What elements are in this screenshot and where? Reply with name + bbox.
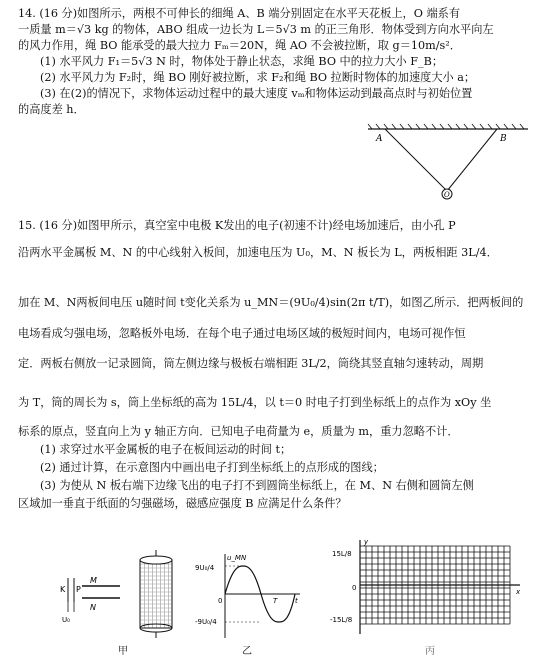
label-m: M [90, 576, 97, 585]
q14-item2: (2) 水平风力为 F₂时，绳 BO 刚好被拉断，求 F₂和绳 BO 拉断时物体的加速度大小 a； [40, 71, 476, 84]
label-origin: 0 [218, 597, 223, 605]
q15-item1: (1) 求穿过水平金属板的电子在板间运动的时间 t； [40, 443, 292, 456]
fig-bing-grid [330, 538, 540, 650]
label-15l8-bot: -15L/8 [330, 616, 353, 624]
q15-line1: 15. (16 分)如图甲所示，真空室中电极 K发出的电子(初速不计)经电场加速后，由小孔 P [18, 219, 456, 232]
q14-line3: 的风力作用，绳 BO 能承受的最大拉力 Fₘ＝20N，绳 AO 不会被拉断，取 g＝10m/s²． [18, 39, 461, 52]
q15-line3: 加在 M、N两板间电压 u随时间 t变化关系为 u_MN＝(9U₀/4)sin(2π t/T)，如图乙所示．把两板间的 [18, 296, 524, 309]
fig-yi-graph [195, 550, 305, 645]
q14-item3b: 的高度差 h． [18, 103, 85, 116]
label-9u0-top: 9U₀/4 [195, 564, 215, 572]
label-y: y [364, 538, 369, 546]
q14-item3a: (3) 在(2)的情况下，求物体运动过程中的最大速度 vₘ和物体运动到最高点时与初始位置 [40, 87, 473, 100]
label-T: T [273, 597, 278, 605]
caption-yi: 乙 [242, 646, 252, 657]
label-n: N [90, 603, 96, 612]
label-a: A [376, 134, 383, 144]
q15-item3a: (3) 为使从 N 板右端下边缘飞出的电子打不到圆筒坐标纸上，在 M、N 右侧和圆筒左侧 [40, 479, 474, 492]
q15-line5: 定．两板右侧放一记录圆筒，筒左侧边缘与极板右端相距 3L/2，筒绕其竖直轴匀速转动，周期 [18, 357, 484, 370]
q15-line6: 为 T，筒的周长为 s，筒上坐标纸的高为 15L/4，以 t＝0 时电子打到坐标纸上的点作为 xOy 坐 [18, 396, 492, 409]
label-u0: U₀ [62, 616, 70, 624]
q14-line1: 14. (16 分)如图所示，两根不可伸长的细绳 A、B 端分别固定在水平天花板上，O 端系有 [18, 7, 461, 20]
caption-jia: 甲 [118, 646, 128, 657]
label-t: t [295, 597, 298, 605]
label-15l8-top: 15L/8 [332, 550, 352, 558]
fig-jia-apparatus [60, 550, 180, 650]
label-b: B [500, 134, 507, 144]
label-x: x [516, 588, 521, 596]
q15-line7: 标系的原点，竖直向上为 y 轴正方向．已知电子电荷量为 e，质量为 m，重力忽略不计． [18, 425, 459, 438]
q14-item1: (1) 水平风力 F₁＝5√3 N 时，物体处于静止状态，求绳 BO 中的拉力大小 F_B； [40, 55, 444, 68]
q14-triangle-figure [368, 124, 538, 204]
q15-item3b: 区域加一垂直于纸面的匀强磁场，磁感应强度 B 应满足什么条件？ [18, 497, 347, 510]
q14-line2: 一质量 m＝√3 kg 的物体，ABO 组成一边长为 L＝5√3 m 的正三角形．物体受到方向水平向左 [18, 23, 494, 36]
label-p: P [76, 585, 81, 594]
q15-line2: 沿两水平金属板 M、N 的中心线射入板间，加速电压为 U₀，M、N 板长为 L，两板相距 3L/4． [18, 246, 498, 259]
q15-item2: (2) 通过计算，在示意图内中画出电子打到坐标纸上的点形成的图线； [40, 461, 384, 474]
caption-bing: 丙 [425, 646, 435, 657]
label-9u0-bot: -9U₀/4 [195, 618, 217, 626]
label-umn: u_MN [227, 554, 247, 562]
label-o: O [444, 191, 450, 199]
label-grid-origin: 0 [352, 584, 357, 592]
label-k: K [60, 585, 66, 594]
q15-line4: 电场看成匀强电场，忽略板外电场．在每个电子通过电场区域的极短时间内，电场可视作恒 [18, 327, 466, 340]
